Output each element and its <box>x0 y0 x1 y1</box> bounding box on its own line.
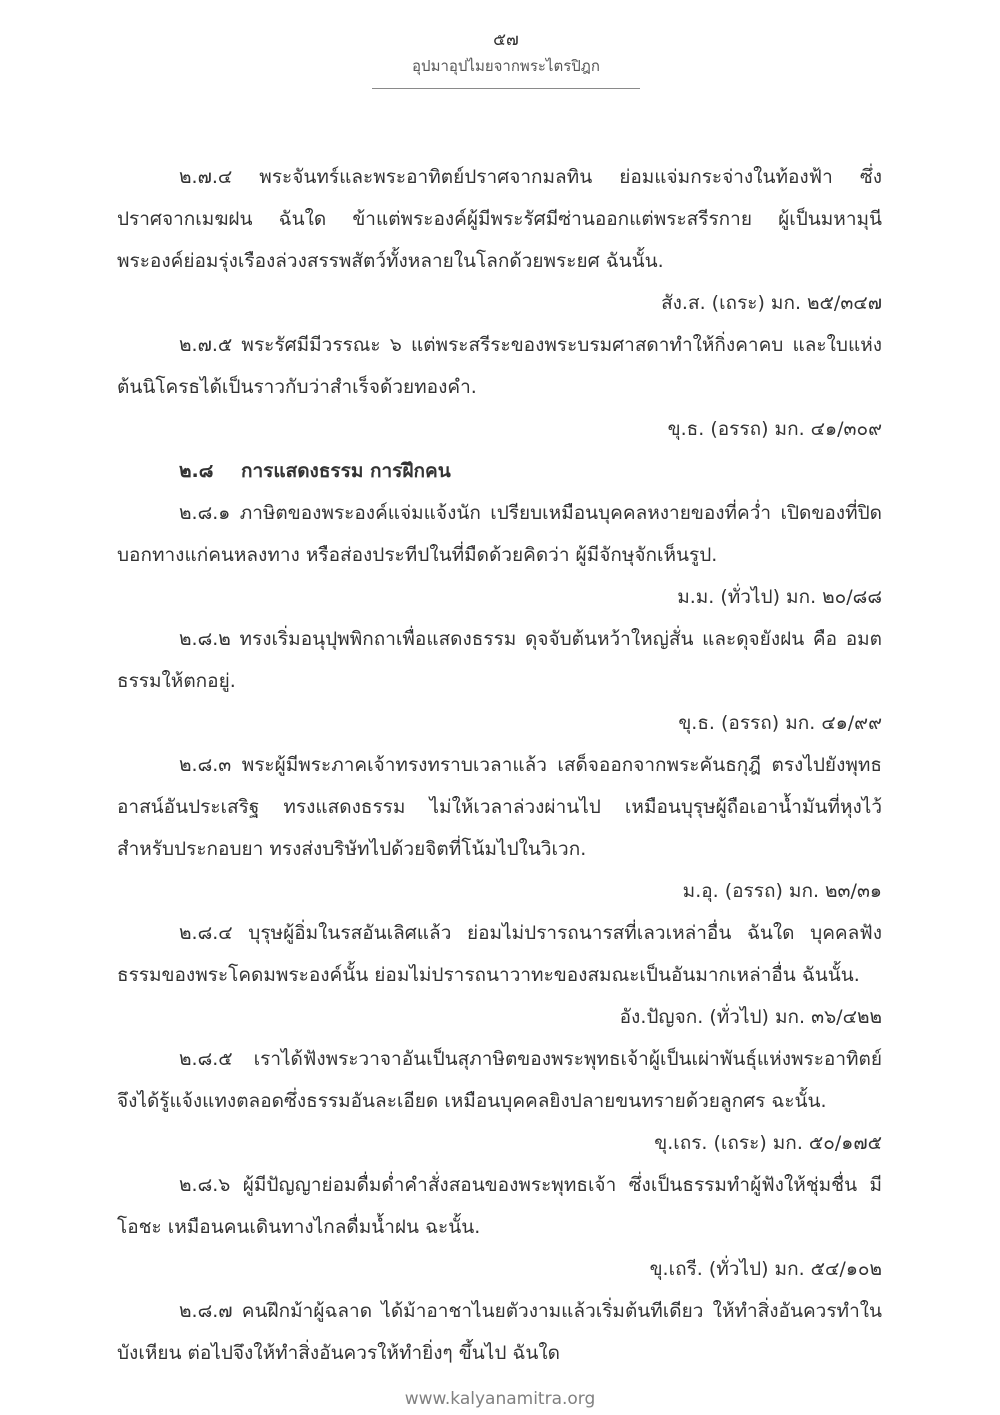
paragraph-2-7-4: ๒.๗.๔ พระจันทร์และพระอาทิตย์ปราศจากมลทิน ย่อมแจ่มกระจ่างในท้องฟ้า ซึ่งปราศจากเมฆฝน ฉันใด ข้าแต่พระองค์ผู้มีพระรัศมีซ่านออกแต่พระสรีรกาย ผู้เป็นมหามุนี พระองค์ย่อมรุ่งเรืองล่วงสรรพสัตว์ทั้งหลายในโลกด้วยพระยศ ฉันนั้น. <box>117 166 882 272</box>
page-body <box>117 156 882 1374</box>
reference-2-8-5: ขุ.เถร. (เถระ) มก. ๕๐/๑๗๕ <box>654 1132 882 1154</box>
reference-2-8-1: ม.ม. (ทั่วไป) มก. ๒๐/๘๘ <box>677 586 882 608</box>
running-title: อุปมาอุปไมยจากพระไตรปิฎก <box>412 57 600 75</box>
reference-2-8-6: ขุ.เถรี. (ทั่วไป) มก. ๕๔/๑๐๒ <box>649 1258 882 1280</box>
section-number: ๒.๘ <box>179 460 214 482</box>
paragraph-2-8-7: ๒.๘.๗ คนฝึกม้าผู้ฉลาด ได้ม้าอาชาไนยตัวงามแล้วเริ่มต้นทีเดียว ให้ทำสิ่งอันควรทำในบังเหียน ต่อไปจึงให้ทำสิ่งอันควรให้ทำยิ่งๆ ขึ้นไป ฉันใด <box>117 1300 882 1364</box>
reference-2-7-4: สัง.ส. (เถระ) มก. ๒๕/๓๔๗ <box>661 292 882 314</box>
reference-2-8-3: ม.อุ. (อรรถ) มก. ๒๓/๓๑ <box>682 880 882 902</box>
paragraph-2-8-6: ๒.๘.๖ ผู้มีปัญญาย่อมดื่มด่ำคำสั่งสอนของพระพุทธเจ้า ซึ่งเป็นธรรมทำผู้ฟังให้ชุ่มชื่น มีโอชะ เหมือนคนเดินทางไกลดื่มน้ำฝน ฉะนั้น. <box>117 1174 882 1238</box>
section-heading <box>117 450 882 492</box>
paragraph-2-8-3: ๒.๘.๓ พระผู้มีพระภาคเจ้าทรงทราบเวลาแล้ว เสด็จออกจากพระคันธกุฎี ตรงไปยังพุทธอาสน์อันประเสริฐ ทรงแสดงธรรม ไม่ให้เวลาล่วงผ่านไป เหมือนบุรุษผู้ถือเอาน้ำมันที่หุงไว้สำหรับประกอบยา ทรงส่งบริษัทไปด้วยจิตที่โน้มไปในวิเวก. <box>117 754 882 860</box>
paragraph-2-8-5: ๒.๘.๕ เราได้ฟังพระวาจาอันเป็นสุภาษิตของพระพุทธเจ้าผู้เป็นเผ่าพันธุ์แห่งพระอาทิตย์ จึงได้รู้แจ้งแทงตลอดซึ่งธรรมอันละเอียด เหมือนบุคคลยิงปลายขนทรายด้วยลูกศร ฉะนั้น. <box>117 1048 882 1112</box>
footer-website: www.kalyanamitra.org <box>404 1389 596 1409</box>
reference-2-7-5: ขุ.ธ. (อรรถ) มก. ๔๑/๓๐๙ <box>667 418 882 440</box>
reference-2-8-2: ขุ.ธ. (อรรถ) มก. ๔๑/๙๙ <box>678 712 882 734</box>
section-title: การแสดงธรรม การฝึกคน <box>241 460 451 482</box>
reference-2-8-4: อัง.ปัญจก. (ทั่วไป) มก. ๓๖/๔๒๒ <box>619 1006 882 1028</box>
paragraph-2-7-5: ๒.๗.๕ พระรัศมีมีวรรณะ ๖ แต่พระสรีระของพระบรมศาสดาทำให้กิ่งคาคบ และใบแห่งต้นนิโครธได้เป็นราวกับว่าสำเร็จด้วยทองคำ. <box>117 334 882 398</box>
page-header <box>372 28 640 89</box>
paragraph-2-8-4: ๒.๘.๔ บุรุษผู้อิ่มในรสอันเลิศแล้ว ย่อมไม่ปรารถนารสที่เลวเหล่าอื่น ฉันใด บุคคลฟังธรรมของพระโคดมพระองค์นั้น ย่อมไม่ปรารถนาวาทะของสมณะเป็นอันมากเหล่าอื่น ฉันนั้น. <box>117 922 882 986</box>
paragraph-2-8-1: ๒.๘.๑ ภาษิตของพระองค์แจ่มแจ้งนัก เปรียบเหมือนบุคคลหงายของที่คว่ำ เปิดของที่ปิดบอกทางแก่คนหลงทาง หรือส่องประทีปในที่มืดด้วยคิดว่า ผู้มีจักษุจักเห็นรูป. <box>117 502 882 566</box>
page-number: ๕๗ <box>493 30 519 50</box>
paragraph-2-8-2: ๒.๘.๒ ทรงเริ่มอนุปุพพิกถาเพื่อแสดงธรรม ดุจจับต้นหว้าใหญ่สั่น และดุจยังฝน คือ อมตธรรมให้ตกอยู่. <box>117 628 882 692</box>
